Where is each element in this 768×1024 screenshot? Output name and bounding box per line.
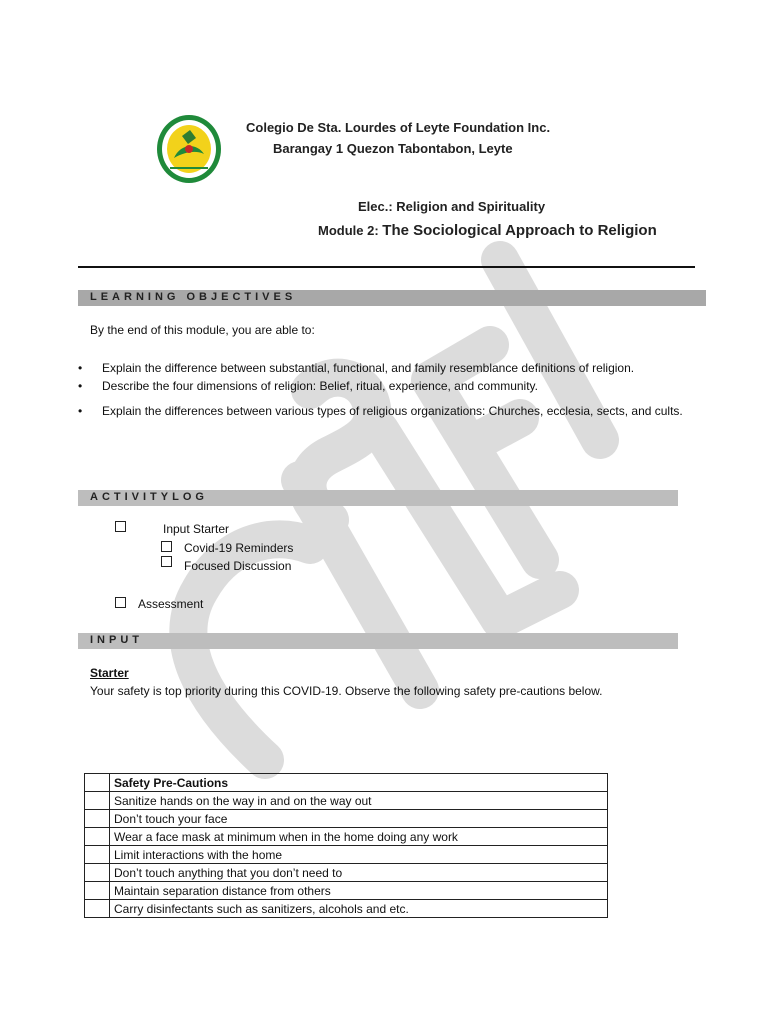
input-starter-checkbox[interactable] [115,521,126,532]
table-cell: Limit interactions with the home [110,846,608,864]
table-row [85,792,608,810]
bullet-icon: • [78,404,83,418]
table-cell-empty [85,792,110,810]
table-cell-empty [85,846,110,864]
learning-objectives-band [78,290,706,306]
activity-log-band [78,490,678,506]
covid-reminders-label: Covid-19 Reminders [184,541,294,555]
module-prefix: Module 2: [318,223,379,238]
objective-text: Explain the difference between substantial, functional, and family resemblance definitions of religion. [102,361,635,375]
objective-text: Explain the differences between various types of religious organizations: Churches, ecclesia, sects, and cults. [102,404,683,418]
activity-log-heading: ACTIVITYLOG [90,491,208,503]
table-row [85,810,608,828]
input-heading: INPUT [90,634,143,646]
safety-precautions-table [84,773,608,918]
table-cell: Don’t touch your face [110,810,608,828]
input-starter-label: Input Starter [163,522,230,536]
table-cell-empty [85,864,110,882]
table-row [85,900,608,918]
table-cell-empty [85,810,110,828]
bullet-icon: • [78,379,83,393]
starter-title: Starter [90,666,129,680]
table-header-row [85,774,608,792]
table-row [85,846,608,864]
objective-text: Describe the four dimensions of religion: Belief, ritual, experience, and community. [102,379,538,393]
learning-objectives-heading: LEARNING OBJECTIVES [90,291,297,303]
elective-title: Elec.: Religion and Spirituality [358,199,546,214]
assessment-label: Assessment [138,597,204,611]
table-header-cell: Safety Pre-Cautions [110,774,608,792]
table-cell: Carry disinfectants such as sanitizers, alcohols and etc. [110,900,608,918]
table-cell-empty [85,882,110,900]
table-cell: Maintain separation distance from others [110,882,608,900]
starter-text: Your safety is top priority during this COVID-19. Observe the following safety pre-cautions below. [90,684,603,698]
school-address: Barangay 1 Quezon Tabontabon, Leyte [273,141,513,156]
school-name: Colegio De Sta. Lourdes of Leyte Foundation Inc. [246,120,551,135]
objectives-intro: By the end of this module, you are able to: [90,323,315,337]
table-row [85,882,608,900]
covid-reminders-checkbox[interactable] [161,541,172,552]
watermark-letter-l1 [300,480,420,690]
watermark-letter-l2 [380,430,560,620]
focused-discussion-label: Focused Discussion [184,559,292,573]
table-cell: Don’t touch anything that you don’t need to [110,864,608,882]
table-cell-empty [85,900,110,918]
header-divider [78,266,695,268]
bullet-icon: • [78,361,83,375]
school-logo [156,114,222,184]
table-row [85,828,608,846]
focused-discussion-checkbox[interactable] [161,556,172,567]
table-cell-empty [85,774,110,792]
table-row [85,864,608,882]
table-cell-empty [85,828,110,846]
assessment-checkbox[interactable] [115,597,126,608]
input-band [78,633,678,649]
table-cell: Wear a face mask at minimum when in the home doing any work [110,828,608,846]
module-heading [318,222,657,239]
module-title: The Sociological Approach to Religion [382,222,657,239]
table-cell: Sanitize hands on the way in and on the way out [110,792,608,810]
